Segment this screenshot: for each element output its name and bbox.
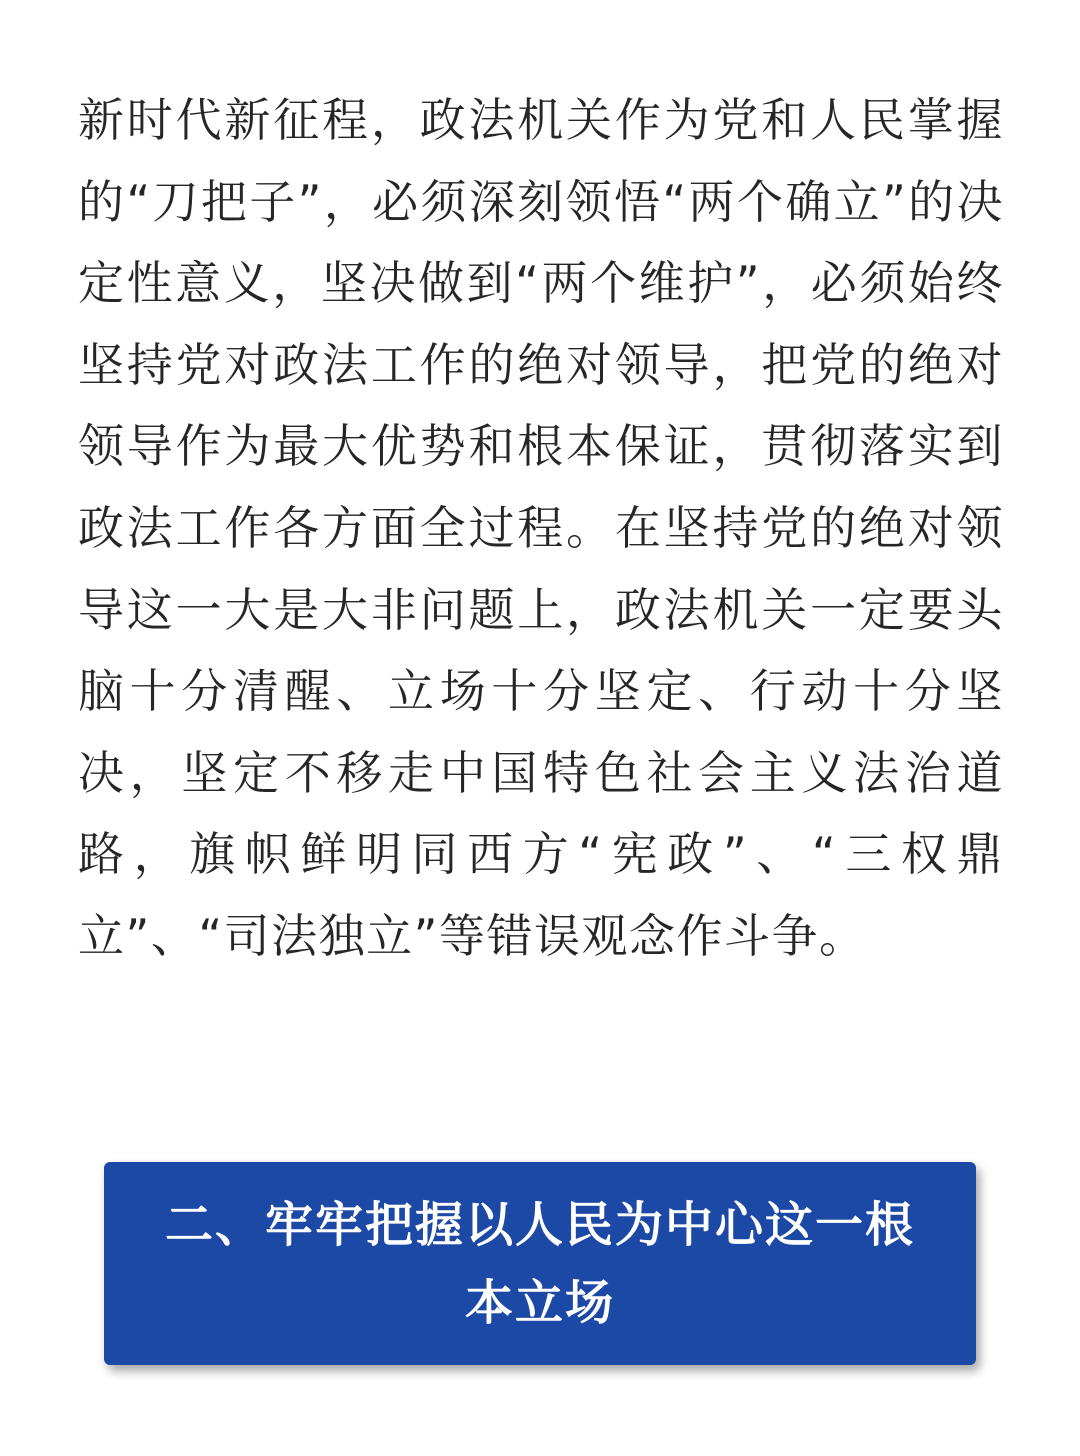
section-heading: 二、牢牢把握以人民为中心这一根本立场 — [164, 1196, 915, 1331]
section-heading-banner — [104, 1162, 976, 1365]
article-paragraph: 新时代新征程，政法机关作为党和人民掌握的“刀把子”，必须深刻领悟“两个确立”的决定性意义，坚决做到“两个维护”，必须始终坚持党对政法工作的绝对领导，把党的绝对领导作为最大优势和根本保证，贯彻落实到政法工作各方面全过程。在坚持党的绝对领导这一大是大非问题上，政法机关一定要头脑十分清醒、立场十分坚定、行动十分坚决，坚定不移走中国特色社会主义法治道路，旗帜鲜明同西方“宪政”、“三权鼎立”、“司法独立”等错误观念作斗争。 — [78, 93, 1004, 963]
